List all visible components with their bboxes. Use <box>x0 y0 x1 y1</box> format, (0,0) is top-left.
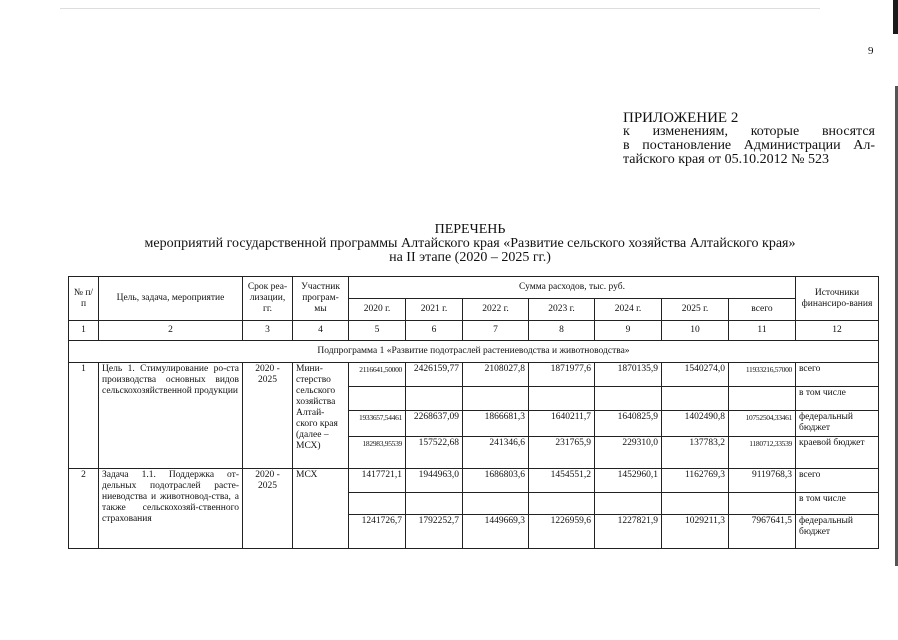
amount-cell: 1640211,7 <box>529 411 595 437</box>
source-cell: в том числе <box>796 493 879 515</box>
amount-cell: 231765,9 <box>529 437 595 469</box>
list-subtitle: мероприятий государственной программы Алтайского края «Развитие сельского хозяйства Алтайского края» <box>144 236 796 251</box>
header-sum: Сумма расходов, тыс. руб. <box>349 277 796 299</box>
header-year-total: всего <box>729 299 796 321</box>
amount-cell: 241346,6 <box>463 437 529 469</box>
column-number: 12 <box>796 321 879 341</box>
amount-cell: 1449669,3 <box>463 515 529 549</box>
amount-cell <box>729 493 796 515</box>
amount-cell <box>349 387 406 411</box>
amount-cell: 157522,68 <box>406 437 463 469</box>
subprogram-row <box>69 341 879 363</box>
amount-cell <box>406 387 463 411</box>
column-number: 1 <box>69 321 99 341</box>
measures-table <box>68 276 879 549</box>
column-number: 8 <box>529 321 595 341</box>
header-num: № п/п <box>69 277 99 321</box>
amount-cell <box>349 493 406 515</box>
amount-cell: 1540274,0 <box>662 363 729 387</box>
amount-cell: 1226959,6 <box>529 515 595 549</box>
row-participant: Мини-стерство сельского хозяйства Алтай-ского края (далее – МСХ) <box>293 363 349 469</box>
amount-cell: 1944963,0 <box>406 469 463 493</box>
source-cell: федеральный бюджет <box>796 515 879 549</box>
amount-cell: 1180712,33539 <box>729 437 796 469</box>
list-subtitle: на II этапе (2020 – 2025 гг.) <box>389 250 551 265</box>
appendix-block <box>623 111 875 167</box>
subprogram-title: Подпрограмма 1 «Развитие подотраслей растениеводства и животноводства» <box>69 341 879 363</box>
amount-cell: 1227821,9 <box>595 515 662 549</box>
amount-cell: 1933657,54461 <box>349 411 406 437</box>
row-name: Задача 1.1. Поддержка от-дельных подотраслей расте-ниеводства и животновод-ства, а также сельскохозяй-ственного страхования <box>99 469 243 549</box>
amount-cell: 229310,0 <box>595 437 662 469</box>
amount-cell <box>729 387 796 411</box>
amount-cell: 2108027,8 <box>463 363 529 387</box>
column-number: 3 <box>243 321 293 341</box>
row-number: 1 <box>69 363 99 469</box>
amount-cell <box>529 387 595 411</box>
amount-cell <box>662 493 729 515</box>
header-year: 2022 г. <box>463 299 529 321</box>
amount-cell: 11933216,57000 <box>729 363 796 387</box>
amount-cell <box>662 387 729 411</box>
appendix-line: тайского края от 05.10.2012 № 523 <box>623 152 829 167</box>
header-year: 2020 г. <box>349 299 406 321</box>
row-participant: МСХ <box>293 469 349 549</box>
amount-cell: 137783,2 <box>662 437 729 469</box>
source-cell: федеральный бюджет <box>796 411 879 437</box>
column-number: 7 <box>463 321 529 341</box>
header-term: Срок реа-лизации, гг. <box>243 277 293 321</box>
column-number: 2 <box>99 321 243 341</box>
appendix-title: ПРИЛОЖЕНИЕ 2 <box>623 110 739 126</box>
header-year: 2025 г. <box>662 299 729 321</box>
list-title <box>60 223 880 265</box>
header-participant: Участник програм-мы <box>293 277 349 321</box>
table-row <box>69 469 879 493</box>
scan-edge-mark <box>893 0 898 34</box>
amount-cell: 1162769,3 <box>662 469 729 493</box>
column-number: 9 <box>595 321 662 341</box>
header-goal: Цель, задача, мероприятие <box>99 277 243 321</box>
source-cell: всего <box>796 363 879 387</box>
amount-cell <box>595 387 662 411</box>
row-term: 2020 - 2025 <box>243 469 293 549</box>
header-year: 2021 г. <box>406 299 463 321</box>
amount-cell: 2268637,09 <box>406 411 463 437</box>
page-number: 9 <box>868 45 874 57</box>
row-name: Цель 1. Стимулирование ро-ста производства основных видов сельскохозяйственной продукции <box>99 363 243 469</box>
amount-cell <box>463 493 529 515</box>
amount-cell: 9119768,3 <box>729 469 796 493</box>
column-numbers-row <box>69 321 879 341</box>
source-cell: в том числе <box>796 387 879 411</box>
amount-cell: 1452960,1 <box>595 469 662 493</box>
amount-cell: 1241726,7 <box>349 515 406 549</box>
row-number: 2 <box>69 469 99 549</box>
column-number: 11 <box>729 321 796 341</box>
column-number: 6 <box>406 321 463 341</box>
amount-cell: 1402490,8 <box>662 411 729 437</box>
amount-cell: 10752504,33461 <box>729 411 796 437</box>
amount-cell: 1454551,2 <box>529 469 595 493</box>
amount-cell: 1871977,6 <box>529 363 595 387</box>
amount-cell: 1417721,1 <box>349 469 406 493</box>
amount-cell <box>463 387 529 411</box>
amount-cell: 1870135,9 <box>595 363 662 387</box>
amount-cell: 2116641,50000 <box>349 363 406 387</box>
header-year: 2023 г. <box>529 299 595 321</box>
column-number: 4 <box>293 321 349 341</box>
amount-cell <box>406 493 463 515</box>
column-number: 5 <box>349 321 406 341</box>
amount-cell: 2426159,77 <box>406 363 463 387</box>
list-heading: ПЕРЕЧЕНЬ <box>434 222 506 237</box>
amount-cell: 182983,95539 <box>349 437 406 469</box>
amount-cell <box>529 493 595 515</box>
source-cell: всего <box>796 469 879 493</box>
scan-edge-line <box>60 8 820 9</box>
amount-cell: 1866681,3 <box>463 411 529 437</box>
table-row <box>69 363 879 387</box>
appendix-line: в постановление Администрации Ал- <box>623 138 875 153</box>
header-row <box>69 277 879 299</box>
amount-cell: 1792252,7 <box>406 515 463 549</box>
amount-cell: 7967641,5 <box>729 515 796 549</box>
amount-cell: 1640825,9 <box>595 411 662 437</box>
source-cell: краевой бюджет <box>796 437 879 469</box>
appendix-line: к изменениям, которые вносятся <box>623 124 875 139</box>
amount-cell <box>595 493 662 515</box>
header-sources: Источники финансиро-вания <box>796 277 879 321</box>
amount-cell: 1686803,6 <box>463 469 529 493</box>
header-year: 2024 г. <box>595 299 662 321</box>
amount-cell: 1029211,3 <box>662 515 729 549</box>
column-number: 10 <box>662 321 729 341</box>
row-term: 2020 - 2025 <box>243 363 293 469</box>
